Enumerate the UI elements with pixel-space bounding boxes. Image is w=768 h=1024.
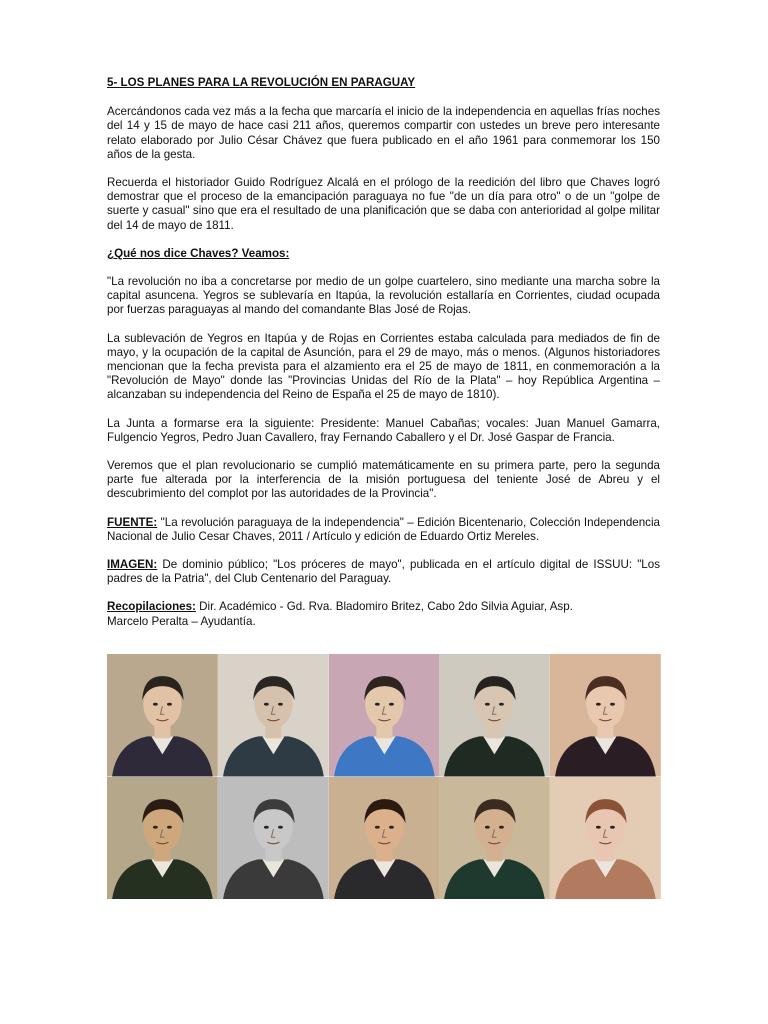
source-credit	[107, 516, 660, 544]
portrait-6	[107, 777, 218, 900]
quote-paragraph-1: "La revolución no iba a concretarse por medio de un golpe cuartelero, sino mediante una marcha sobre la capital asuncena. Yegros se sublevaría en Itapúa, la revolución estallaría en Corrientes, ciudad ocupada por fuerzas paraguayas al mando del comandante Blas José de Rojas.	[107, 275, 660, 317]
portrait-figure-icon	[439, 777, 550, 900]
image-label: IMAGEN:	[107, 558, 158, 572]
portrait-figure-icon	[329, 777, 440, 900]
source-text: "La revolución paraguaya de la independencia" – Edición Bicentenario, Colección Independencia Nacional de Julio Cesar Chaves, 2011 / Artículo y edición de Eduardo Ortiz Mereles.	[107, 515, 660, 543]
image-credit	[107, 558, 660, 586]
portrait-2	[218, 654, 329, 777]
portrait-figure-icon	[107, 777, 218, 900]
portrait-4	[439, 654, 550, 777]
compilation-text-line2: Marcelo Peralta – Ayudantía.	[107, 614, 256, 628]
portrait-figure-icon	[329, 654, 440, 777]
portrait-figure-icon	[550, 777, 661, 900]
portrait-7	[218, 777, 329, 900]
portrait-figure-icon	[107, 654, 218, 777]
plan-paragraph: Veremos que el plan revolucionario se cumplió matemáticamente en su primera parte, pero la segunda parte fue alterada por la interferencia de la misión portuguesa del teniente José de Abreu y el descubrimiento del complot por las autoridades de la Provincia".	[107, 459, 660, 501]
portrait-5	[550, 654, 661, 777]
page-title: 5- LOS PLANES PARA LA REVOLUCIÓN EN PARAGUAY	[107, 76, 416, 89]
source-label: FUENTE:	[107, 515, 158, 529]
portrait-figure-icon	[218, 654, 329, 777]
compilation-label: Recopilaciones:	[107, 600, 196, 614]
portrait-3	[329, 654, 440, 777]
portrait-8	[329, 777, 440, 900]
compilation-credit	[107, 600, 660, 628]
portrait-10	[550, 777, 661, 900]
image-text: De dominio público; "Los próceres de mayo", publicada en el artículo digital de ISSUU: "Los padres de la Patria", del Club Centenario del Paraguay.	[107, 558, 660, 586]
section-subheading: ¿Qué nos dice Chaves? Veamos:	[107, 246, 290, 260]
portrait-figure-icon	[439, 654, 550, 777]
quote-paragraph-2: La sublevación de Yegros en Itapúa y de Rojas en Corrientes estaba calculada para mediados de fin de mayo, y la ocupación de la capital de Asunción, para el 29 de mayo, más o menos. (Algunos historiadores mencionan que la fecha prevista para el alzamiento era el 25 de mayo de 1811, en conmemoración a la "Revolución de Mayo" donde las "Provincias Unidas del Río de la Plata" – hoy República Argentina – alcanzaban su independencia del Reino de España el 25 de mayo de 1810).	[107, 331, 660, 402]
document-page	[107, 76, 660, 643]
intro-paragraph: Acercándonos cada vez más a la fecha que marcaría el inicio de la independencia en aquellas frías noches del 14 y 15 de mayo de hace casi 211 años, queremos compartir con ustedes un breve pero interesante relato elaborado por Julio César Chávez que fuera publicado en el año 1961 para conmemorar los 150 años de la gesta.	[107, 105, 660, 161]
junta-paragraph: La Junta a formarse era la siguiente: Presidente: Manuel Cabañas; vocales: Juan Manuel Gamarra, Fulgencio Yegros, Pedro Juan Cavallero, fray Fernando Caballero y el Dr. José Gaspar de Francia.	[107, 416, 660, 444]
portrait-figure-icon	[550, 654, 661, 777]
portrait-9	[439, 777, 550, 900]
proceres-portrait-gallery	[107, 654, 661, 899]
portrait-figure-icon	[218, 777, 329, 900]
compilation-text: Dir. Académico - Gd. Rva. Bladomiro Britez, Cabo 2do Silvia Aguiar, Asp.	[195, 600, 573, 614]
portrait-1	[107, 654, 218, 777]
historian-paragraph: Recuerda el historiador Guido Rodríguez Alcalá en el prólogo de la reedición del libro que Chaves logró demostrar que el proceso de la emancipación paraguaya no fue "de un día para otro" o de un "golpe de suerte y casual" sino que era el resultado de una planificación que se daba con anterioridad al golpe militar del 14 de mayo de 1811.	[107, 176, 660, 232]
